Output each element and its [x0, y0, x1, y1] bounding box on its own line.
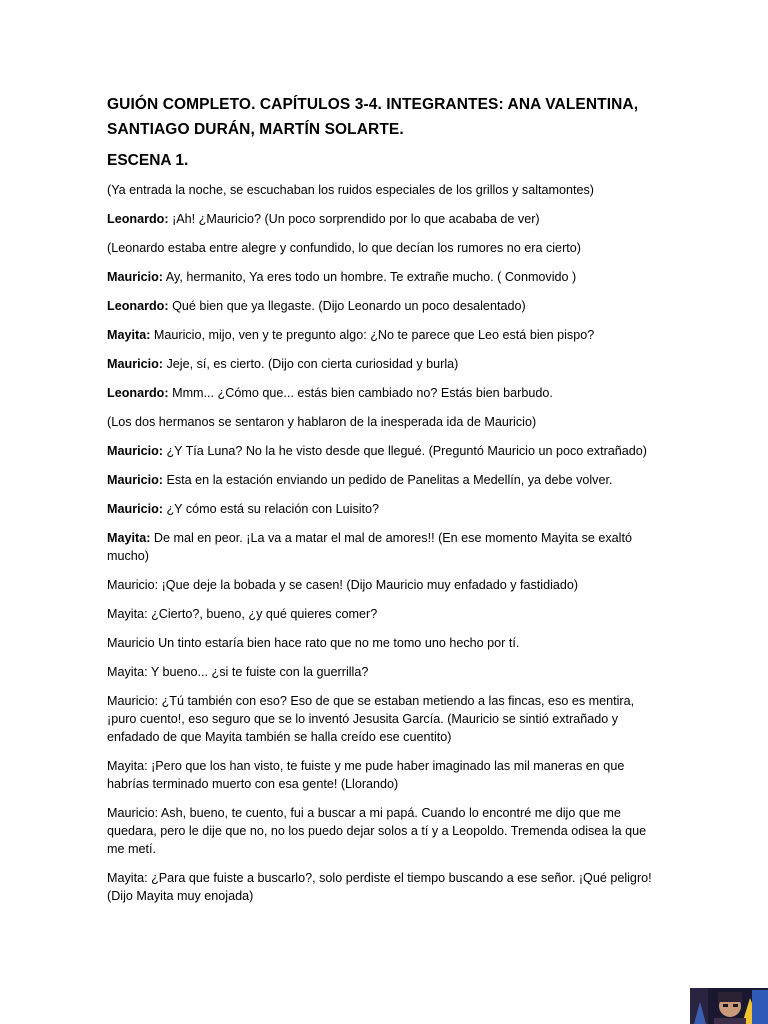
speaker-name: Leonardo: [107, 386, 169, 400]
speaker-name: Mayita: [107, 531, 151, 545]
dialogue-line [107, 297, 667, 315]
line-text: ¿Y cómo está su relación con Luisito? [162, 502, 380, 516]
dialogue-line [107, 413, 667, 431]
line-text: Mauricio, mijo, ven y te pregunto algo: ¿No te parece que Leo está bien pispo? [150, 328, 595, 342]
dialogue-line [107, 355, 667, 373]
line-text: ¡Ah! ¿Mauricio? (Un poco sorprendido por lo que acababa de ver) [168, 212, 540, 226]
dialogue-line [107, 384, 667, 402]
speaker-name: Mauricio: [107, 357, 163, 371]
line-text: Mauricio: ¡Que deje la bobada y se casen! (Dijo Mauricio muy enfadado y fastidiado) [107, 578, 579, 592]
speaker-name: Mauricio: [107, 270, 163, 284]
line-text: Ay, hermanito, Ya eres todo un hombre. Te extrañe mucho. ( Conmovido ) [162, 270, 577, 284]
dialogue-line [107, 210, 667, 228]
dialogue-line [107, 326, 667, 344]
speaker-name: Leonardo: [107, 212, 169, 226]
line-text: Mayita: ¿Para que fuiste a buscarlo?, solo perdiste el tiempo buscando a ese señor. ¡Qué peligro! (Dijo Mayita muy enojada) [107, 871, 652, 903]
dialogue-line [107, 576, 667, 594]
dialogue-line [107, 500, 667, 518]
script-page [107, 92, 667, 916]
dialogue-line [107, 634, 667, 652]
dialogue-line [107, 268, 667, 286]
dialogue-lines [107, 181, 667, 905]
dialogue-line [107, 757, 667, 793]
line-text: (Leonardo estaba entre alegre y confundido, lo que decían los rumores no era cierto) [107, 241, 581, 255]
document-heading: GUIÓN COMPLETO. CAPÍTULOS 3-4. INTEGRANTES: ANA VALENTINA, SANTIAGO DURÁN, MARTÍN SOLARTE. [107, 96, 639, 138]
dialogue-line [107, 804, 667, 858]
dialogue-line [107, 692, 667, 746]
speaker-name: Leonardo: [107, 299, 169, 313]
speaker-name: Mayita: [107, 328, 151, 342]
dialogue-line [107, 471, 667, 489]
line-text: Mauricio: Ash, bueno, te cuento, fui a buscar a mi papá. Cuando lo encontré me dijo que me quedara, pero le dije que no, no los puedo dejar solos a tí y a Leopoldo. Tremenda odisea la que me metí. [107, 806, 647, 856]
line-text: Mayita: ¡Pero que los han visto, te fuiste y me pude haber imaginado las mil maneras en que habrías terminado muerto con esa gente! (Llorando) [107, 759, 625, 791]
line-text: Esta en la estación enviando un pedido de Panelitas a Medellín, ya debe volver. [162, 473, 613, 487]
dialogue-line [107, 181, 667, 199]
speaker-name: Mauricio: [107, 444, 163, 458]
dialogue-line [107, 442, 667, 460]
dialogue-line [107, 663, 667, 681]
avatar-thumbnail-icon[interactable] [690, 988, 768, 1024]
speaker-name: Mauricio: [107, 502, 163, 516]
line-text: Mauricio: ¿Tú también con eso? Eso de que se estaban metiendo a las fincas, eso es mentira, ¡puro cuento!, eso seguro que se lo inventó Jesusita García. (Mauricio se sintió extrañado y enfadado de que Mayita también se halla creído ese cuentito) [107, 694, 635, 744]
dialogue-line [107, 529, 667, 565]
line-text: Jeje, sí, es cierto. (Dijo con cierta curiosidad y burla) [162, 357, 459, 371]
line-text: Mauricio Un tinto estaría bien hace rato que no me tomo uno hecho por tí. [107, 636, 520, 650]
line-text: Mayita: Y bueno... ¿si te fuiste con la guerrilla? [107, 665, 369, 679]
avatar-thumbnail-art [690, 988, 768, 1024]
scene-title: ESCENA 1. [107, 152, 189, 169]
line-text: (Los dos hermanos se sentaron y hablaron de la inesperada ida de Mauricio) [107, 415, 537, 429]
dialogue-line [107, 605, 667, 623]
dialogue-line [107, 239, 667, 257]
speaker-name: Mauricio: [107, 473, 163, 487]
dialogue-line [107, 869, 667, 905]
line-text: (Ya entrada la noche, se escuchaban los ruidos especiales de los grillos y saltamontes) [107, 183, 594, 197]
line-text: Mmm... ¿Cómo que... estás bien cambiado no? Estás bien barbudo. [168, 386, 553, 400]
line-text: Mayita: ¿Cierto?, bueno, ¿y qué quieres comer? [107, 607, 378, 621]
line-text: De mal en peor. ¡La va a matar el mal de amores!! (En ese momento Mayita se exaltó mucho) [107, 531, 632, 563]
line-text: ¿Y Tía Luna? No la he visto desde que llegué. (Preguntó Mauricio un poco extrañado) [162, 444, 647, 458]
line-text: Qué bien que ya llegaste. (Dijo Leonardo un poco desalentado) [168, 299, 526, 313]
